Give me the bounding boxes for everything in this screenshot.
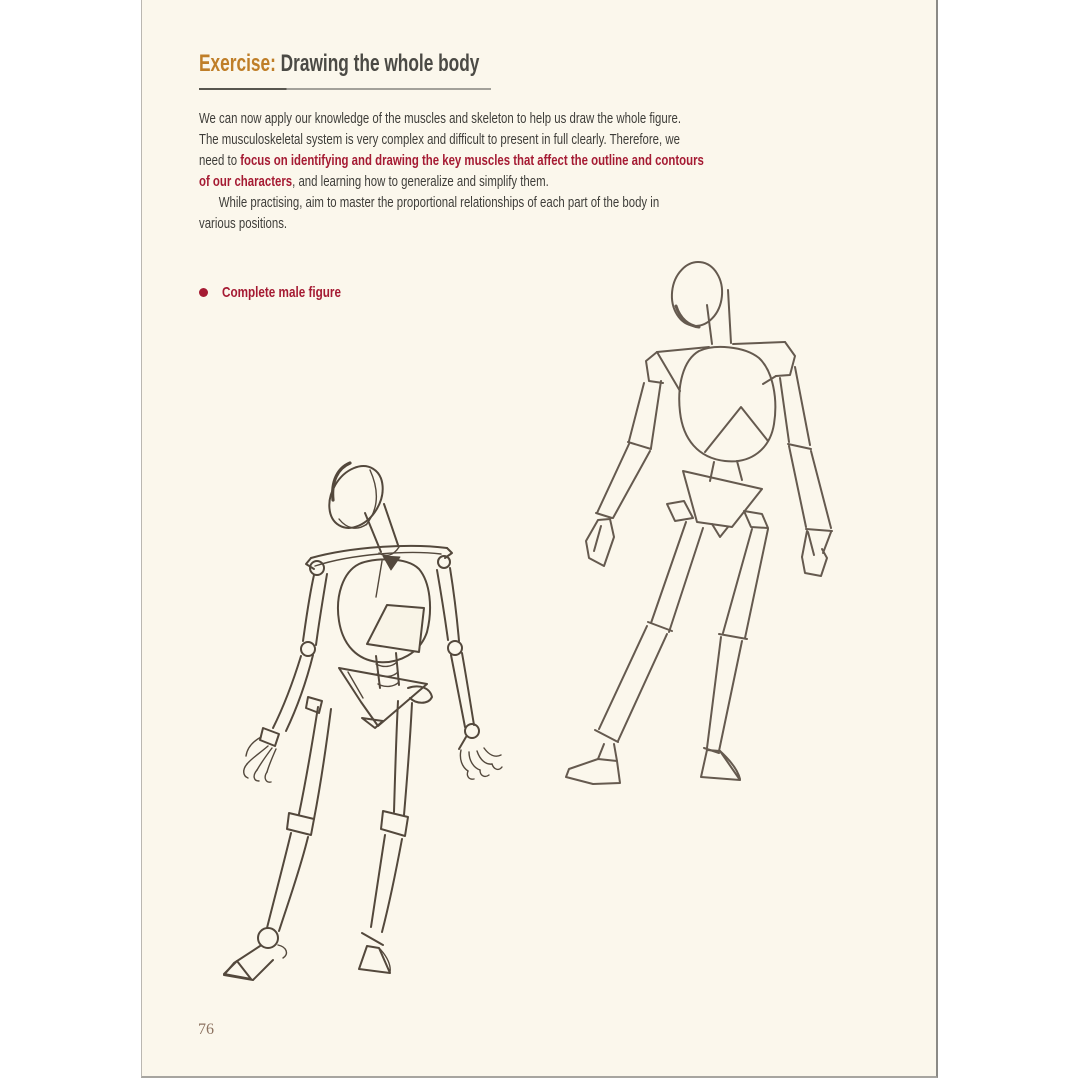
page-number: 76 [198, 1021, 214, 1038]
title-underline [199, 88, 491, 90]
figure-caption-bullet [199, 284, 375, 301]
intro-paragraph [199, 108, 704, 234]
page-title [199, 50, 479, 78]
intro-line: While practising, aim to master the proportional relationships of each part of the body in [218, 194, 660, 211]
intro-line: The musculoskeletal system is very complex and difficult to present in full clearly. Therefore, we [199, 131, 680, 148]
intro-line [199, 150, 704, 171]
intro-line: various positions. [199, 215, 288, 232]
intro-run: , and learning how to generalize and simplify them. [292, 173, 549, 190]
intro-run-emphasis: of our characters [199, 173, 293, 190]
intro-line: We can now apply our knowledge of the muscles and skeleton to help us draw the whole figure. [199, 110, 682, 127]
figure-caption-label: Complete male figure [222, 284, 341, 301]
bullet-dot-icon [199, 288, 208, 297]
intro-line [199, 171, 704, 192]
title-text: Drawing the whole body [275, 50, 480, 77]
page [141, 0, 938, 1078]
intro-run-emphasis: focus on identifying and drawing the key muscles that affect the outline and contours [240, 152, 704, 169]
intro-run: need to [199, 152, 241, 169]
title-exercise-prefix: Exercise: [199, 50, 276, 77]
